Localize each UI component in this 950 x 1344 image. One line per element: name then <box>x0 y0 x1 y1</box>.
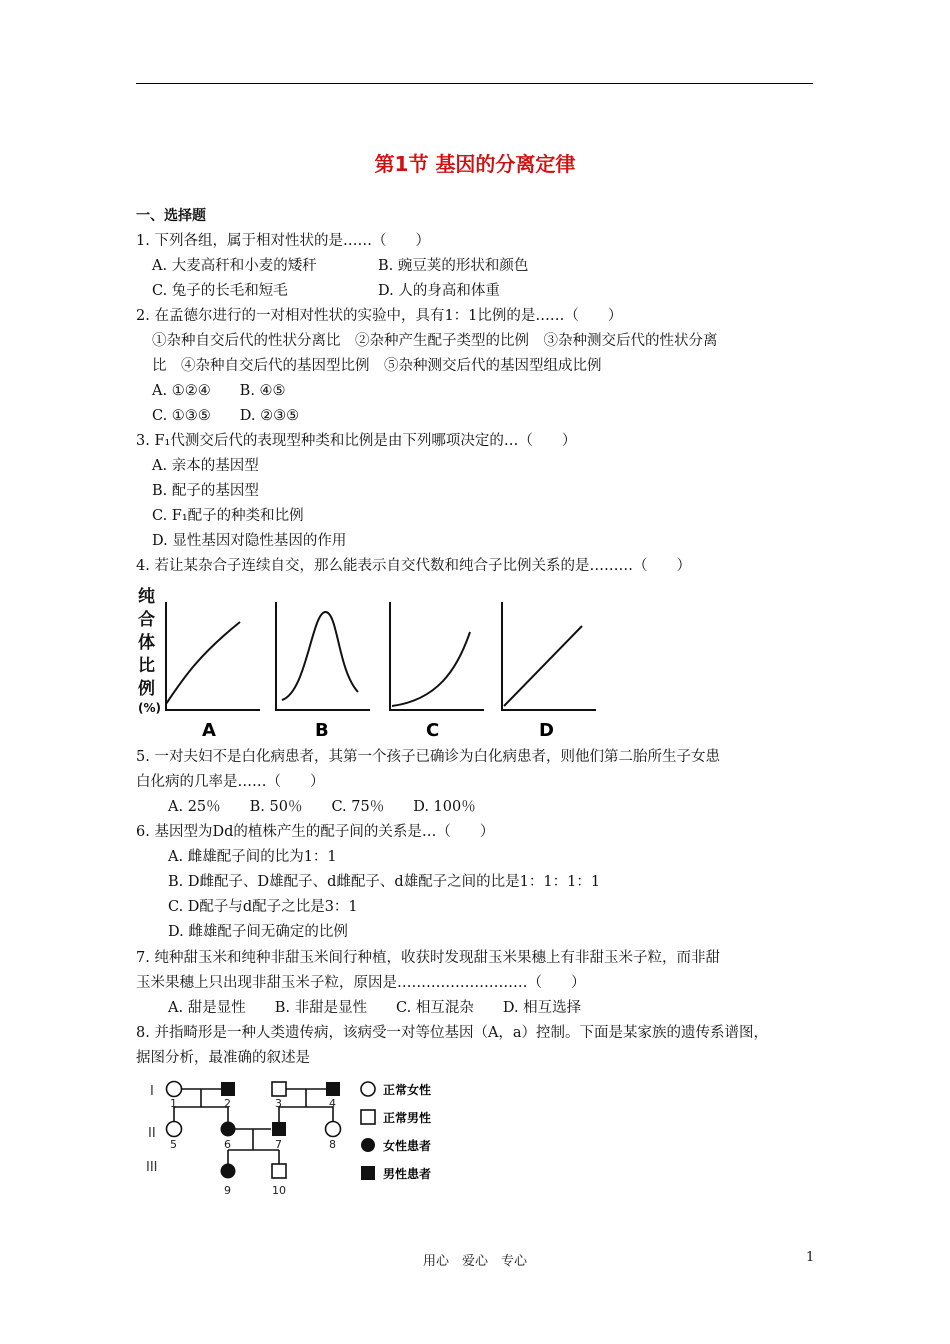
individual-7-affected-male <box>272 1122 286 1136</box>
q8-stem-line2: 据图分析，最准确的叙述是 <box>136 1050 310 1066</box>
legend-normal-female-symbol <box>361 1082 375 1096</box>
generation-label-1: I <box>150 1084 154 1099</box>
q6-option-c: C. D配子与d配子之比是3：1 <box>168 899 358 915</box>
q2-options-ab: A. ①②④ B. ④⑤ <box>152 383 286 399</box>
generation-label-2: II <box>148 1126 156 1141</box>
individual-9-affected-female <box>221 1164 236 1179</box>
q4-stem: 4. 若让某杂合子连续自交，那么能表示自交代数和纯合子比例关系的是………（ ） <box>136 558 691 574</box>
q1-option-a: A. 大麦高秆和小麦的矮秆 <box>152 258 317 274</box>
q6-option-a: A. 雌雄配子间的比为1：1 <box>168 849 337 865</box>
q6-stem: 6. 基因型为Dd的植株产生的配子间的关系是…（ ） <box>136 824 495 840</box>
page-footer: 用心 爱心 专心 <box>422 1254 527 1269</box>
ylabel-char-2: 合 <box>138 610 155 630</box>
legend-affected-male-label: 男性患者 <box>383 1167 432 1181</box>
individual-number-3: 3 <box>275 1097 282 1110</box>
ylabel-char-1: 纯 <box>138 587 155 607</box>
ylabel-char-6: (%) <box>138 701 161 715</box>
q2-options-cd: C. ①③⑤ D. ②③⑤ <box>152 408 300 424</box>
ylabel-char-5: 例 <box>138 679 155 699</box>
q2-stem: 2. 在孟德尔进行的一对相对性状的实验中，具有1：1比例的是……（ ） <box>136 308 623 324</box>
graph-c-label: C <box>426 720 440 741</box>
legend-normal-male-label: 正常男性 <box>383 1111 432 1125</box>
page-number: 1 <box>806 1250 815 1265</box>
graph-d <box>502 602 596 710</box>
individual-8-normal-female <box>326 1122 341 1137</box>
q3-option-b: B. 配子的基因型 <box>152 483 259 499</box>
q7-stem-line2: 玉米果穗上只出现非甜玉米子粒，原因是………………………（ ） <box>136 975 586 991</box>
legend-normal-male-symbol <box>361 1110 375 1124</box>
individual-number-9: 9 <box>224 1184 231 1197</box>
individual-2-affected-male <box>221 1082 235 1096</box>
graph-d-label: D <box>539 720 554 741</box>
graph-b <box>276 602 370 710</box>
ylabel-char-3: 体 <box>138 633 155 653</box>
q2-statements-line1: ①杂种自交后代的性状分离比 ②杂种产生配子类型的比例 ③杂种测交后代的性状分离 <box>152 333 718 349</box>
q5-options: A. 25％ B. 50％ C. 75％ D. 100％ <box>168 799 476 815</box>
individual-3-normal-male <box>272 1082 286 1096</box>
q5-stem-line2: 白化病的几率是……（ ） <box>136 774 325 790</box>
q7-options: A. 甜是显性 B. 非甜是显性 C. 相互混杂 D. 相互选择 <box>168 1000 582 1016</box>
q3-option-a: A. 亲本的基因型 <box>152 458 259 474</box>
individual-4-affected-male <box>326 1082 340 1096</box>
individual-10-normal-male <box>272 1164 286 1178</box>
q7-stem-line1: 7. 纯种甜玉米和纯种非甜玉米间行种植，收获时发现甜玉米果穗上有非甜玉米子粒，而非甜 <box>136 950 720 966</box>
individual-1-normal-female <box>167 1082 182 1097</box>
q6-option-b: B. D雌配子、D雄配子、d雌配子、d雄配子之间的比是1：1：1：1 <box>168 874 601 890</box>
individual-5-normal-female <box>167 1122 182 1137</box>
graph-b-label: B <box>315 720 329 741</box>
legend-affected-male-symbol <box>361 1166 375 1180</box>
q1-option-d: D. 人的身高和体重 <box>378 283 500 299</box>
individual-number-8: 8 <box>329 1138 336 1151</box>
individual-6-affected-female <box>221 1122 236 1137</box>
individual-number-5: 5 <box>170 1138 177 1151</box>
ylabel-char-4: 比 <box>138 656 155 676</box>
q1-option-b: B. 豌豆荚的形状和颜色 <box>378 258 529 274</box>
q4-graphs-figure <box>132 582 612 742</box>
q3-option-c: C. F₁配子的种类和比例 <box>152 508 304 524</box>
legend-affected-female-label: 女性患者 <box>383 1139 432 1153</box>
pedigree-chart <box>140 1074 460 1204</box>
section-heading: 一、选择题 <box>136 208 206 224</box>
individual-number-6: 6 <box>224 1138 231 1151</box>
individual-number-10: 10 <box>272 1184 286 1197</box>
individual-number-4: 4 <box>329 1097 336 1110</box>
individual-number-1: 1 <box>170 1097 177 1110</box>
q3-stem: 3. F₁代测交后代的表现型种类和比例是由下列哪项决定的…（ ） <box>136 433 577 449</box>
q4-ylabel <box>138 586 161 715</box>
header-rule <box>136 83 813 84</box>
individual-number-2: 2 <box>224 1097 231 1110</box>
page-title: 第1节 基因的分离定律 <box>374 152 576 176</box>
legend-normal-female-label: 正常女性 <box>383 1083 432 1097</box>
generation-label-3: III <box>146 1160 158 1175</box>
q1-option-c: C. 兔子的长毛和短毛 <box>152 283 288 299</box>
graph-a-label: A <box>202 720 216 741</box>
q8-stem-line1: 8. 并指畸形是一种人类遗传病，该病受一对等位基因（A，a）控制。下面是某家族的遗传系谱图， <box>136 1025 769 1041</box>
individual-number-7: 7 <box>275 1138 282 1151</box>
q3-option-d: D. 显性基因对隐性基因的作用 <box>152 533 347 549</box>
graph-c <box>390 602 484 710</box>
q2-statements-line2: 比 ④杂种自交后代的基因型比例 ⑤杂种测交后代的基因型组成比例 <box>152 358 602 374</box>
q5-stem-line1: 5. 一对夫妇不是白化病患者，其第一个孩子已确诊为白化病患者，则他们第二胎所生子女患 <box>136 749 720 765</box>
q1-stem: 1. 下列各组，属于相对性状的是……（ ） <box>136 233 430 249</box>
legend-affected-female-symbol <box>361 1138 375 1152</box>
q6-option-d: D. 雌雄配子间无确定的比例 <box>168 924 348 940</box>
graph-a <box>166 602 260 710</box>
